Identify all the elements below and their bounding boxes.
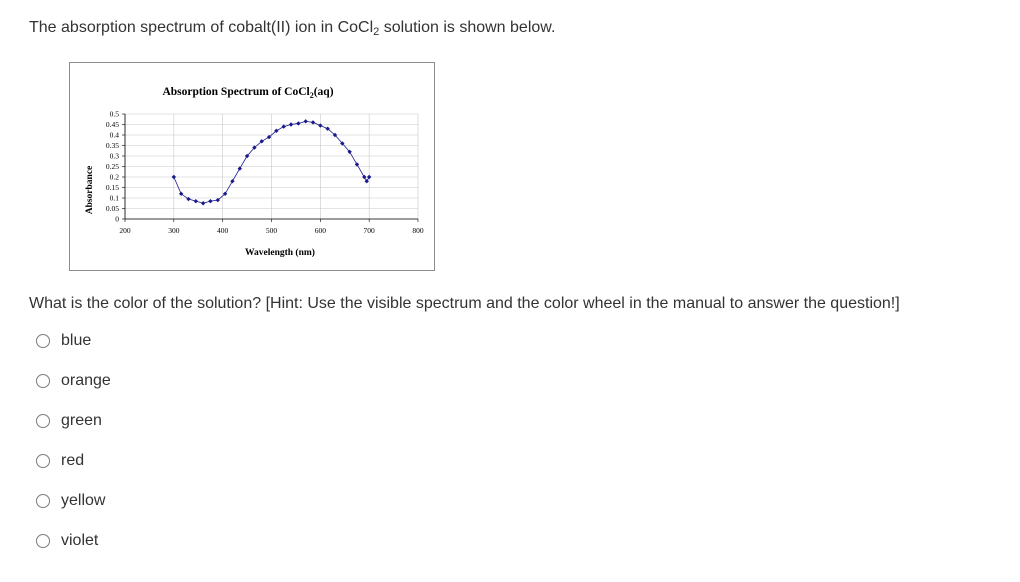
y-axis-title: Absorbance (85, 165, 95, 215)
y-tick-label: 0.35 (105, 141, 119, 150)
radio-button[interactable] (36, 494, 50, 508)
x-tick-label: 300 (168, 226, 180, 235)
x-tick-label: 700 (363, 226, 375, 235)
radio-button[interactable] (36, 414, 50, 428)
y-tick-label: 0 (115, 214, 119, 224)
question-intro-text: The absorption spectrum of cobalt(II) ion in CoCl (29, 19, 374, 36)
y-tick-label: 0.25 (105, 162, 119, 171)
data-point (303, 119, 307, 123)
data-point (282, 124, 286, 128)
x-tick-label: 800 (412, 226, 424, 235)
option-label: green (61, 412, 102, 429)
absorption-chart (70, 63, 436, 272)
option-violet[interactable] (36, 529, 98, 553)
question-intro (29, 19, 555, 38)
data-point (311, 120, 315, 124)
radio-button[interactable] (36, 334, 50, 348)
x-tick-label: 200 (119, 226, 131, 235)
data-point (367, 175, 371, 179)
data-point (172, 175, 176, 179)
data-point (365, 179, 369, 183)
option-label: orange (61, 372, 111, 389)
chart-title (162, 86, 333, 100)
option-label: blue (61, 332, 92, 349)
y-tick-label: 0.1 (109, 193, 119, 203)
option-yellow[interactable] (36, 489, 105, 513)
data-point (296, 121, 300, 125)
x-axis-title: Wavelength (nm) (245, 248, 315, 258)
y-tick-label: 0.2 (109, 172, 119, 182)
chart-title-tail: (aq) (313, 86, 334, 98)
radio-button[interactable] (36, 534, 50, 548)
option-red[interactable] (36, 449, 84, 473)
chart-title-subscript: 2 (309, 91, 314, 100)
radio-button[interactable] (36, 374, 50, 388)
option-orange[interactable] (36, 369, 111, 393)
spectrum-figure (69, 62, 435, 271)
chart-title-text: Absorption Spectrum of CoCl (162, 86, 310, 98)
data-point (355, 162, 359, 166)
chart-grid (125, 114, 418, 219)
radio-button[interactable] (36, 454, 50, 468)
x-tick-label: 400 (217, 226, 229, 235)
option-label: violet (61, 532, 99, 549)
data-point (362, 175, 366, 179)
question-prompt: What is the color of the solution? [Hint: Use the visible spectrum and the color wheel in the manual to answer the question!] (29, 295, 900, 312)
question-intro-tail: solution is shown below. (379, 19, 556, 36)
x-tick-label: 600 (314, 226, 326, 235)
question-intro-subscript: 2 (373, 26, 380, 38)
y-tick-label: 0.15 (105, 183, 119, 192)
y-tick-label: 0.05 (105, 204, 119, 213)
data-point (208, 199, 212, 203)
data-point (318, 123, 322, 127)
data-point (238, 166, 242, 170)
option-green[interactable] (36, 409, 102, 433)
x-tick-labels (119, 226, 424, 235)
y-tick-labels (106, 110, 119, 224)
option-label: red (61, 452, 85, 469)
y-tick-label: 0.45 (105, 120, 119, 129)
data-point (201, 201, 205, 205)
data-point (289, 122, 293, 126)
x-tick-label: 500 (265, 226, 278, 235)
option-blue[interactable] (36, 329, 91, 353)
data-point (230, 179, 234, 183)
y-tick-label: 0.5 (109, 109, 119, 119)
data-point (194, 199, 198, 203)
chart-axes (122, 114, 418, 222)
option-label: yellow (61, 492, 106, 509)
y-tick-label: 0.3 (109, 151, 119, 161)
y-tick-label: 0.4 (109, 130, 119, 140)
